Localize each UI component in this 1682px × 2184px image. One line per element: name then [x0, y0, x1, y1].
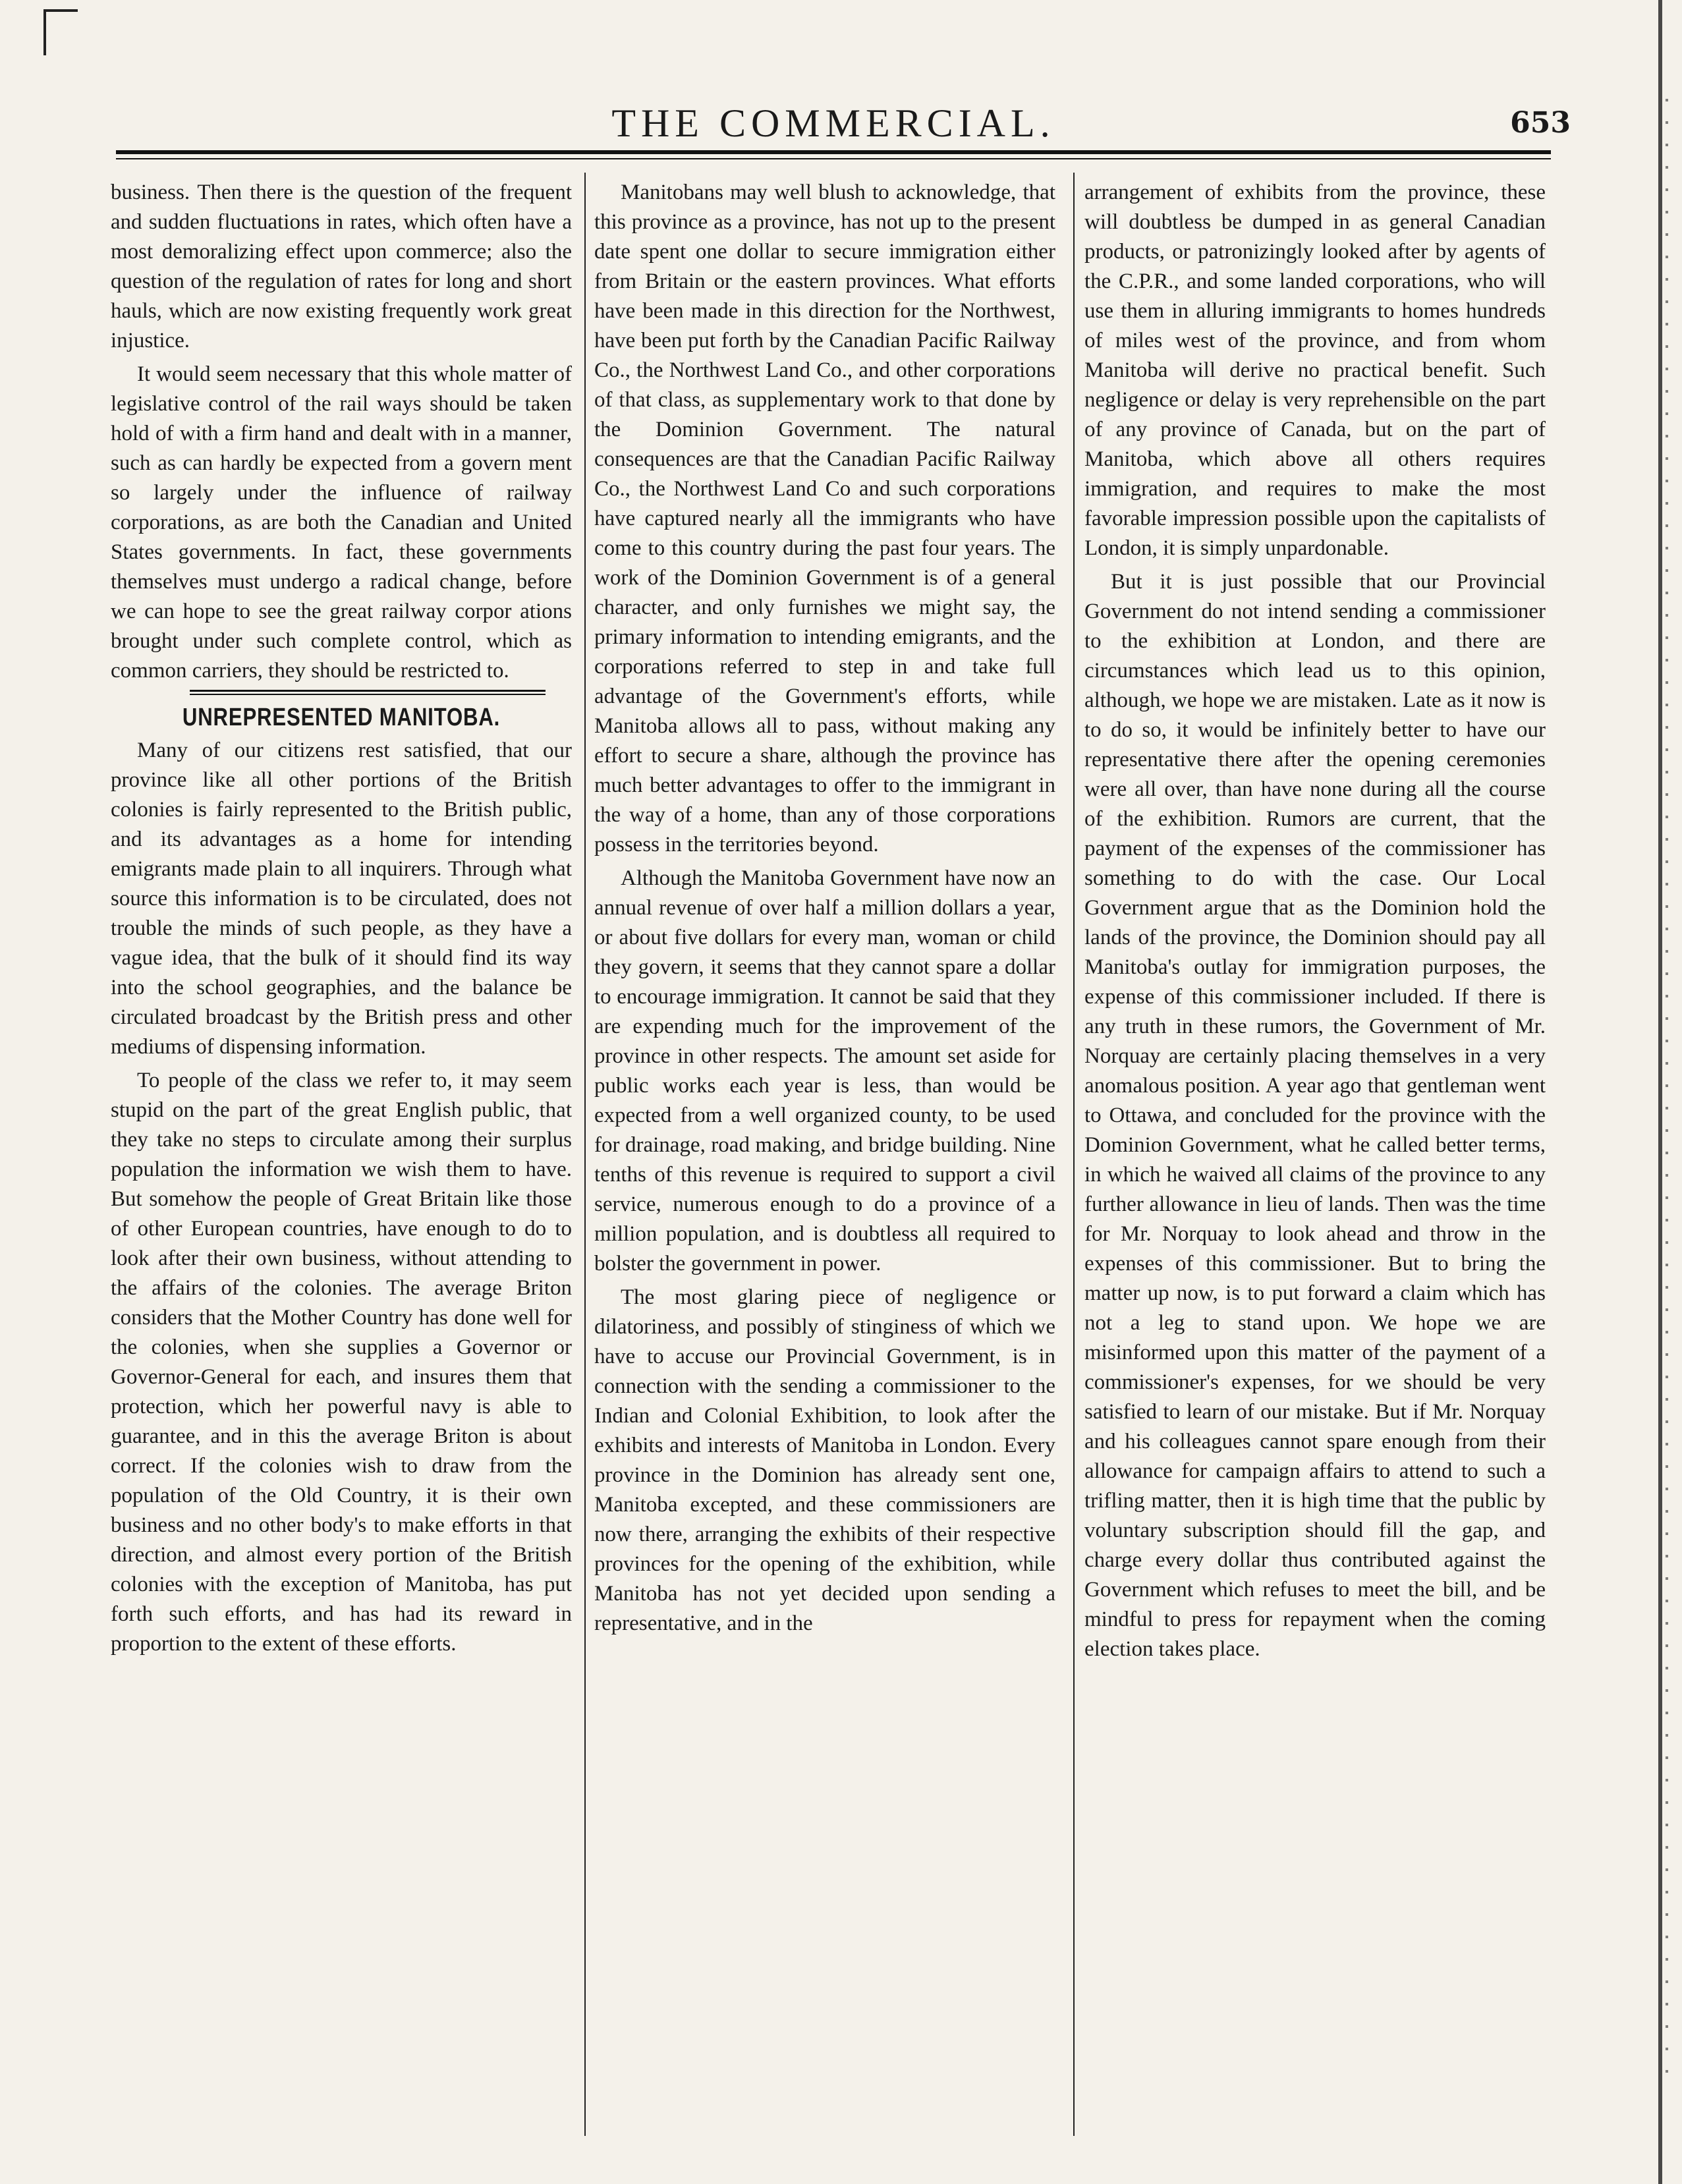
column-divider [584, 173, 586, 2136]
page-number: 653 [1510, 106, 1571, 140]
column-1 [111, 178, 572, 2154]
corner-crop-mark [43, 9, 78, 12]
column-3 [1084, 178, 1546, 2154]
paragraph: But it is just possible that our Provincial Government do not intend sending a commissioner to the exhibition at London, and there are circumstances which lead us to this opinion, although, we hope we are mistaken. Late as it now is to do so, it would be infinitely better to have our representative there after the opening ceremonies were all over, than have none during all the course of the exhibition. Rumors are current, that the payment of the expenses of the commissioner has something to do with the case. Our Local Government argue that as the Dominion hold the lands of the province, the Dominion should pay all Manitoba's outlay for immigration purposes, the expense of this commissioner included. If there is any truth in these rumors, the Government of Mr. Norquay are certainly placing themselves in a very anomalous position. A year ago that gentleman went to Ottawa, and concluded for the province with the Dominion Government, what he called better terms, in which he waived all claims of the province to any further allowance in lieu of lands. Then was the time for Mr. Norquay to look ahead and throw in the expenses of this commissioner. But to bring the matter up now, is to put forward a claim which has not a leg to stand upon. We hope we are misinformed upon this matter of the payment of a commissioner's expenses, for we should be very satisfied to learn of our mistake. But if Mr. Norquay and his colleagues cannot spare enough from their allowance for campaign affairs to attend to such a trifling matter, then it is high time that the public by voluntary subscription should fill the gap, and charge every dollar thus contributed against the Government which refuses to meet the bill, and be mindful to press for repayment when the coming election takes place. [1084, 570, 1546, 1661]
section-rule [190, 690, 546, 692]
paragraph: Manitobans may well blush to acknowledge, that this province as a province, has not up to the present date spent one dollar to secure immigration either from Britain or the eastern provinces. What efforts have been made in this direction for the Northwest, have been put forth by the Canadian Pacific Railway Co., the Northwest Land Co., and other corporations of that class, as supplementary work to that done by the Dominion Government. The natural consequences are that the Canadian Pacific Railway Co., the Northwest Land Co and such corporations have captured nearly all the immigrants who have come to this country during the past four years. The work of the Dominion Government is of a general character, and only furnishes we might say, the primary information to intending emigrants, and the corporations referred to step in and take full advantage of the Government's efforts, while Manitoba allows all to pass, without making any effort to secure a share, although the province has much better advantages to offer to the immigrant in the way of a home, than any of those corporations possess in the territories beyond. [594, 181, 1055, 856]
masthead [116, 99, 1571, 148]
section-heading: UNREPRESENTED MANITOBA. [182, 704, 501, 731]
paragraph: It would seem necessary that this whole matter of legislative control of the rail ways should be taken hold of with a firm hand and dealt with in a manner, such as can hardly be expected from a govern ment so largely under the influence of railway corporations, as are both the Canadian and United States governments. In fact, these governments themselves must undergo a radical change, before we can hope to see the great railway corpor ations brought under such complete control, which as common carriers, they should be restricted to. [111, 362, 572, 683]
header-rule-thick [116, 150, 1551, 154]
paragraph: The most glaring piece of negligence or dilatoriness, and possibly of stinginess of which we have to accuse our Provincial Government, is in connection with the sending a commissioner to the Indian and Colonial Exhibition, to look after the exhibits and interests of Manitoba in London. Every province in the Dominion has already sent one, Manitoba excepted, and these commissioners are now there, arranging the exhibits of their respective provinces for the opening of the exhibition, while Manitoba has not yet decided upon sending a representative, and in the [594, 1285, 1055, 1635]
paragraph: business. Then there is the question of the frequent and sudden fluctuations in rates, which often have a most demoralizing effect upon commerce; also the question of the regulation of rates for long and short hauls, which are now existing frequently work great injustice. [111, 181, 572, 352]
paragraph: arrangement of exhibits from the province, these will doubtless be dumped in as general Canadian products, or patronizingly looked after by agents of the C.P.R., and some landed corporations, who will use them in alluring immigrants to homes hundreds of miles west of the province, and from whom Manitoba will derive no practical benefit. Such negligence or delay is very reprehensible on the part of any province of Canada, but on the part of Manitoba, which above all others requires immigration, and requires to make the most favorable impression possible upon the capitalists of London, it is simply unpardonable. [1084, 181, 1546, 560]
page-edge-speckle [1666, 99, 1668, 2075]
page-edge-line [1658, 0, 1662, 2184]
paragraph: To people of the class we refer to, it may seem stupid on the part of the great English public, that they take no steps to circulate among their surplus population the information we wish them to have. But somehow the people of Great Britain like those of other European countries, have enough to do to look after their own business, without attending to the affairs of the colonies. The average Briton considers that the Mother Country has done well for the colonies, when she supplies a Governor or Governor-General for each, and insures them that protection, which her powerful navy is able to guarantee, and in this the average Briton is about correct. If the colonies wish to draw from the population of the Old Country, it is their own business and no other body's to make efforts in that direction, and almost every portion of the British colonies with the exception of Manitoba, has put forth such efforts, and has had its reward in proportion to the extent of these efforts. [111, 1069, 572, 1656]
paragraph: Many of our citizens rest satisfied, that our province like all other portions of the British colonies is fairly represented to the British public, and its advantages as a home for intending emigrants made plain to all inquirers. Through what source this information is to be circulated, does not trouble the minds of such people, as they have a vague idea, that the bulk of it should find its way into the school geographies, and the balance be circulated broadcast by the British press and other mediums of dispensing information. [111, 739, 572, 1059]
paragraph: Although the Manitoba Government have now an annual revenue of over half a million dollars a year, or about five dollars for every man, woman or child they govern, it seems that they cannot spare a dollar to encourage immigration. It cannot be said that they are expending much for the improvement of the province in other respects. The amount set aside for public works each year is less, than would be expected from a well organized county, to be used for drainage, road making, and bridge building. Nine tenths of this revenue is required to support a civil service, numerous enough to do a province of a million population, and is doubtless all required to bolster the government in power. [594, 866, 1055, 1275]
section-rule-thin [190, 694, 546, 695]
corner-crop-mark-vertical [43, 9, 46, 55]
column-divider [1073, 173, 1075, 2136]
newspaper-title: THE COMMERCIAL. [611, 101, 1055, 145]
header-rule-thin [116, 158, 1551, 159]
column-2 [594, 178, 1055, 2154]
